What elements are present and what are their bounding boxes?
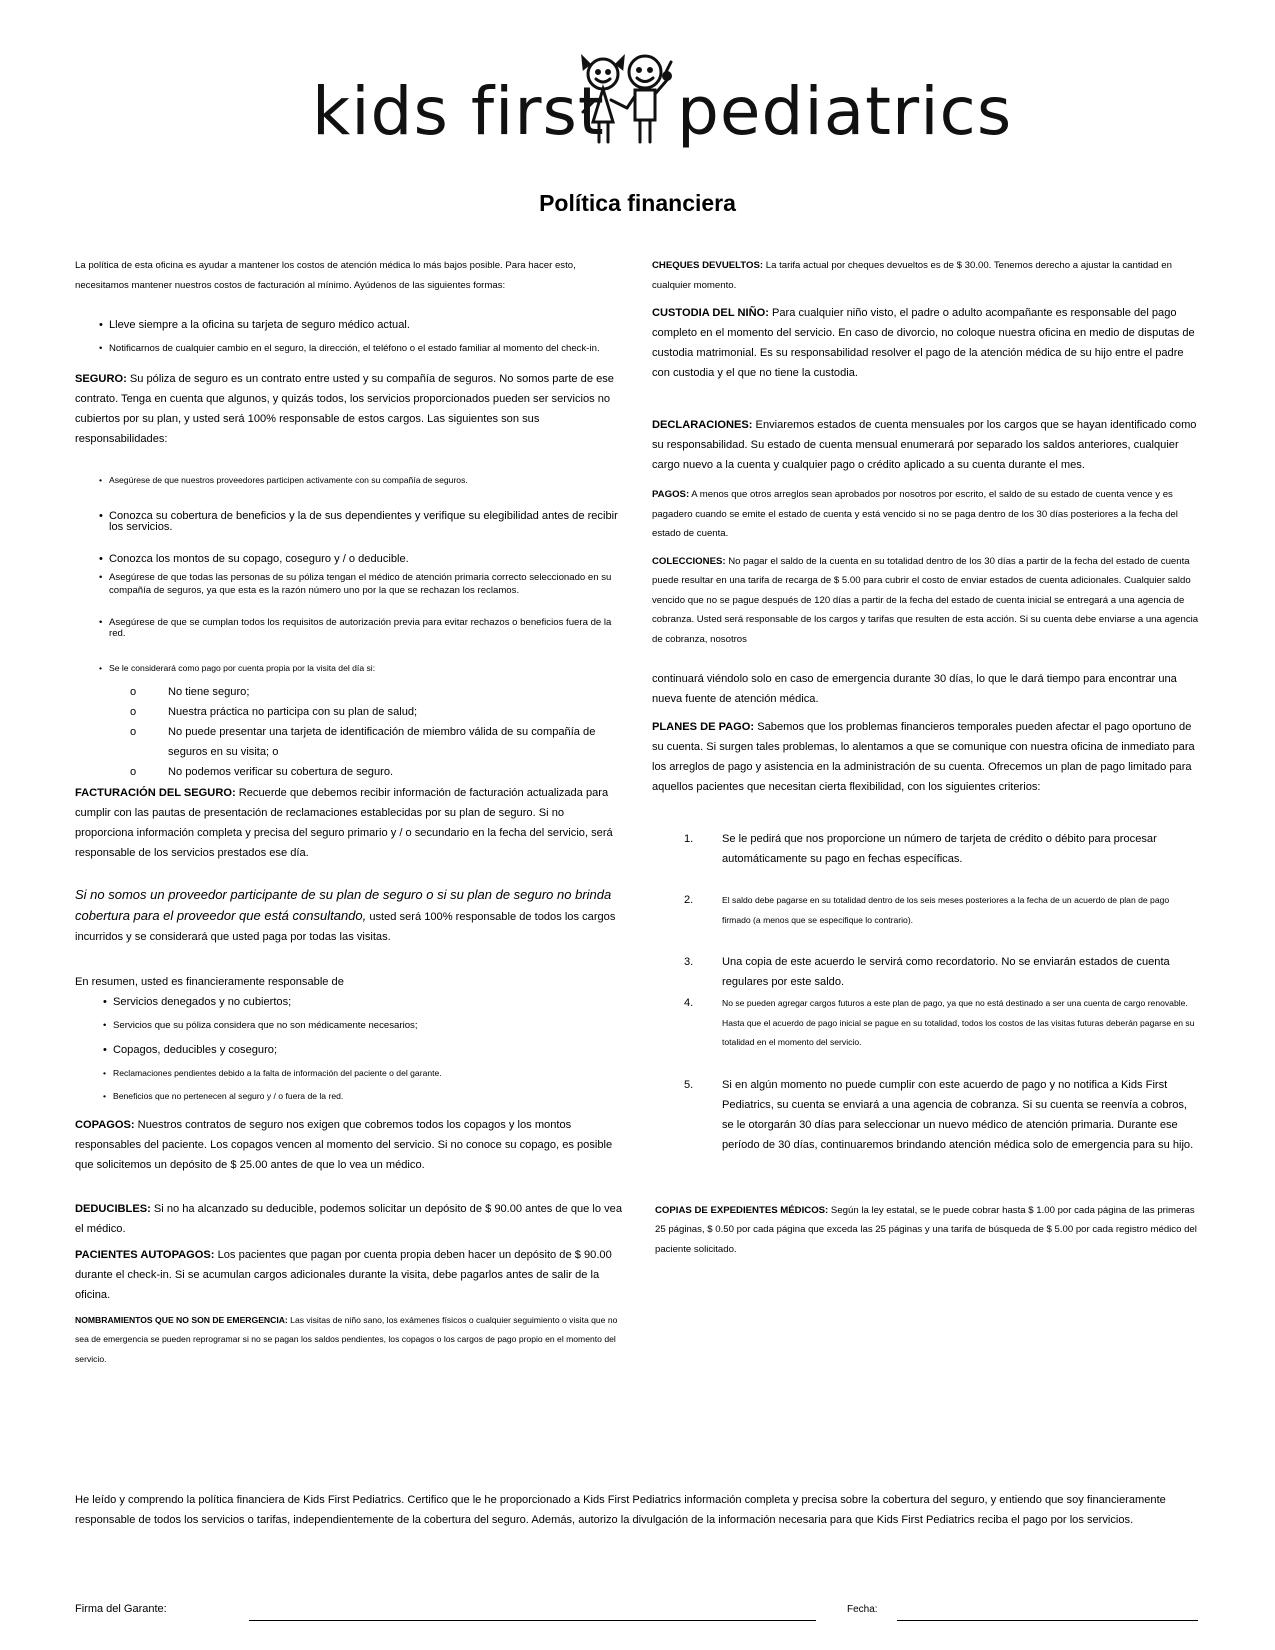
custodia-section [652,303,1200,383]
item-number: 4. [684,997,694,1009]
facturacion-section [75,783,623,863]
deducibles-section [75,1199,623,1239]
italic-notice: Si no somos un proveedor participante de su plan de seguro o si su plan de seguro no brinda cobertura para el proveedor que está consultando, [75,887,612,923]
colecciones-continued: continuará viéndolo solo en caso de emergencia durante 30 días, lo que le dará tiempo para encontrar una nueva fuente de atención médica. [652,673,1177,705]
item-text: Si en algún momento no puede cumplir con este acuerdo de pago y no notifica a Kids First Pediatrics, su cuenta se enviará a una agencia de cobranza. Si su cuenta se reenvía a cobros, se le otorgarán 30 días para seleccionar un nuevo médico de atención primaria. Durante ese período de 30 días, continuaremos brindando atención médica solo de emergencia para su hijo. [722,1078,1194,1151]
pagos-section [652,485,1200,544]
list-item: • Conozca los montos de su copago, coseguro y / o deducible. [99,549,623,569]
payment-plan-criteria-list [684,829,1200,1155]
section-text: No pagar el saldo de la cuenta en su totalidad dentro de los 30 días a partir de la fecha del estado de cuenta puede resultar en una tarifa de recarga de $ 5.00 para cubrir el costo de enviar estados de cuenta adicionales. Cualquier saldo vencido que no se pague después de 120 días a partir de la fecha del estado de cuenta inicial se entregará a una agencia de cobranza. Usted será responsable de los cargos y tarifas que resulten de esta acción. Si su cuenta debe enviarse a una agencia de cobranza, nosotros [652,555,1199,645]
list-item [684,829,1200,869]
list-item: • Notificarnos de cualquier cambio en el seguro, la dirección, el teléfono o el estado familiar al momento del check-in. [99,343,623,354]
item-text: No se pueden agregar cargos futuros a este plan de pago, ya que no está destinado a ser una cuenta de cargo renovable. Hasta que el acuerdo de pago inicial se pague en su totalidad, todos los costos de las visitas futuras deberán pagarse en su totalidad en el momento del servicio. [722,998,1195,1047]
section-text: usted será 100% responsable de todos los cargos incurridos y se considerará que usted paga por todas las visitas. [75,911,616,943]
colecciones-section [652,552,1200,650]
non-participating-section [75,885,623,947]
section-text: Los pacientes que pagan por cuenta propia deben hacer un depósito de $ 90.00 durante el check-in. Si se acumulan cargos adicionales durante la visita, debe pagarlos antes de salir de la oficina. [75,1248,612,1301]
summary-bullet-list [103,992,623,1107]
logo-kids-illustration-icon [575,52,675,152]
section-heading: COPIAS DE EXPEDIENTES MÉDICOS: [655,1204,829,1216]
logo-word-kids-first: kids first [312,73,605,150]
intro-paragraph: La política de esta oficina es ayudar a mantener los costos de atención médica lo más bajos posible. Para hacer esto, necesitamos mantener nuestros costos de facturación al mínimo. Ayúdenos de las siguientes formas: [75,260,576,291]
date-line [897,1620,1198,1621]
section-heading: NOMBRAMIENTOS QUE NO SON DE EMERGENCIA: [75,1314,288,1325]
cheques-section [652,256,1200,295]
self-pay-conditions-list [130,682,623,782]
list-item: • Asegúrese de que nuestros proveedores participen activamente con su compañía de seguros. [99,471,623,491]
item-number: 1. [684,833,694,845]
list-item [684,891,1200,930]
list-item: • Beneficios que no pertenecen al seguro y / o fuera de la red. [103,1087,623,1107]
list-item [684,1075,1200,1155]
list-item: o No podemos verificar su cobertura de seguro. [130,762,623,782]
seguro-bullet-list [99,471,623,678]
copias-section [652,1201,1200,1260]
list-item: • Se le considerará como pago por cuenta propia por la visita del día si: [99,659,623,679]
section-text: Sabemos que los problemas financieros temporales pueden afectar el pago oportuno de su cuenta. Si surgen tales problemas, lo alentamos a que se comunique con nuestra oficina de inmediato para los arreglos de pago y asistencia en la administración de su cuenta. Ofrecemos un plan de pago limitado para aquellos pacientes que necesitan cierta flexibilidad, con los siguientes criterios: [652,721,1195,793]
list-item: • Servicios denegados y no cubiertos; [103,992,623,1012]
intro-bullet-list [99,315,623,354]
seguro-section [75,369,623,449]
section-heading: CUSTODIA DEL NIÑO: [652,307,769,319]
item-number: 3. [684,956,694,968]
right-column [652,256,1200,1259]
section-text: Si no ha alcanzado su deducible, podemos solicitar un depósito de $ 90.00 antes de que lo vea el médico. [75,1202,623,1235]
copagos-section [75,1115,623,1175]
list-item: • Reclamaciones pendientes debido a la falta de información del paciente o del garante. [103,1064,623,1084]
item-text: Se le pedirá que nos proporcione un número de tarjeta de crédito o débito para procesar automáticamente su pago en fechas específicas. [722,833,1157,865]
section-heading: COPAGOS: [75,1118,135,1131]
section-text: Recuerde que debemos recibir información de facturación actualizada para cumplir con las pautas de presentación de reclamaciones establecidas por su plan de seguro. Si no proporciona información completa y precisa del seguro primario y / o secundario en la fecha del servicio, será responsable de los servicios prestados ese día. [75,787,613,859]
section-heading: FACTURACIÓN DEL SEGURO: [75,787,236,799]
item-text: Una copia de este acuerdo le servirá como recordatorio. No se enviarán estados de cuenta regulares por este saldo. [722,956,1170,988]
section-text: Para cualquier niño visto, el padre o adulto acompañante es responsable del pago completo en el momento del servicio. En caso de divorcio, no coloque nuestra oficina en medio de disputas de custodia matrimonial. Es su responsabilidad resolver el pago de la atención médica de su hijo entre el padre con custodia y el que no tiene la custodia. [652,307,1195,379]
declaraciones-section [652,415,1200,475]
section-heading: PLANES DE PAGO: [652,721,755,733]
section-text: A menos que otros arreglos sean aprobados por nosotros por escrito, el saldo de su estado de cuenta vence y es pagadero cuando se emite el estado de cuenta y está vencido si no se paga dentro de los 30 días posteriores a la fecha del estado de cuenta. [652,489,1178,539]
list-item [684,952,1200,992]
list-item: o Nuestra práctica no participa con su plan de salud; [130,702,623,722]
section-text: Nuestros contratos de seguro nos exigen que cobremos todos los copagos y los montos responsables del paciente. Los copagos vencen al momento del servicio. Si no conoce su copago, es posible que solicitemos un depósito de $ 25.00 antes de que lo vea un médico. [75,1118,613,1171]
left-column [75,256,623,1369]
list-item: • Asegúrese de que todas las personas de su póliza tengan el médico de atención primaria correcto seleccionado en su compañía de seguros, ya que esta es la razón número uno por la que se rechazan los reclamos. [99,571,623,597]
summary-intro: En resumen, usted es financieramente responsable de [75,976,344,988]
attestation-statement: He leído y comprendo la política financiera de Kids First Pediatrics. Certifico que le he proporcionado a Kids First Pediatrics información completa y precisa sobre la cobertura del seguro, y entiendo que soy financieramente responsable de todos los servicios o tarifas, independientemente de la cobertura del seguro. Además, autorizo la divulgación de la información necesaria para que Kids First Pediatrics reciba el pago por los servicios. [75,1494,1166,1526]
list-item: o No puede presentar una tarjeta de identificación de miembro válida de su compañía de seguros en su visita; o [130,722,623,762]
section-heading: CHEQUES DEVUELTOS: [652,260,764,271]
section-heading: DEDUCIBLES: [75,1202,151,1215]
section-heading: COLECCIONES: [652,555,726,567]
section-text: Enviaremos estados de cuenta mensuales por los cargos que se hayan identificado como su responsabilidad. Su estado de cuenta mensual enumerará por separado los saldos anteriores, cualquier cargo nuevo a la cuenta y cualquier pago o crédito aplicado a su cuenta durante el mes. [652,419,1197,471]
planes-section [652,717,1200,797]
list-item [684,994,1200,1053]
section-text: Según la ley estatal, se le puede cobrar hasta $ 1.00 por cada página de las primeras 25 páginas, $ 0.50 por cada página que exceda las 25 páginas y una tarifa de búsqueda de $ 5.00 por cada registro médico del paciente solicitado. [655,1204,1197,1255]
date-label: Fecha: [847,1604,878,1615]
item-text: El saldo debe pagarse en su totalidad dentro de los seis meses posteriores a la fecha de un acuerdo de plan de pago firmado (a menos que se especifique lo contrario). [722,895,1170,925]
logo-word-pediatrics: pediatrics [677,73,1013,150]
nombramientos-section [75,1311,623,1370]
section-text: Su póliza de seguro es un contrato entre usted y su compañía de seguros. No somos parte de ese contrato. Tenga en cuenta que algunos, y quizás todos, los servicios proporcionados pueden ser servicios no cubiertos por su plan, y usted será 100% responsable de estos cargos. Las siguientes son sus responsabilidades: [75,373,614,445]
section-heading: PACIENTES AUTOPAGOS: [75,1248,215,1261]
section-heading: PAGOS: [652,489,690,500]
section-heading: DECLARACIONES: [652,419,753,431]
guarantor-signature-line [249,1620,816,1621]
page-title: Política financiera [539,190,736,216]
list-item: • Conozca su cobertura de beneficios y la de sus dependientes y verifique su elegibilidad antes de recibir los servicios. [99,511,623,533]
list-item: • Copagos, deducibles y coseguro; [103,1040,623,1060]
list-item: • Asegúrese de que se cumplan todos los requisitos de autorización previa para evitar rechazos o beneficios fuera de la red. [99,617,623,639]
item-number: 2. [684,894,694,906]
section-text: Las visitas de niño sano, los exámenes físicos o cualquier seguimiento o visita que no sea de emergencia se pueden reprogramar si no se pagan los saldos pendientes, los copagos o los cargos de pago propio en el momento del servicio. [75,1314,618,1364]
list-item: o No tiene seguro; [130,682,623,702]
item-number: 5. [684,1078,694,1091]
section-heading: SEGURO: [75,373,127,385]
list-item: • Lleve siempre a la oficina su tarjeta de seguro médico actual. [99,315,623,335]
autopagos-section [75,1245,623,1305]
kids-first-pediatrics-logo [312,52,1013,152]
section-text: La tarifa actual por cheques devueltos es de $ 30.00. Tenemos derecho a ajustar la cantidad en cualquier momento. [652,260,1172,291]
guarantor-signature-label: Firma del Garante: [75,1603,167,1615]
list-item: • Servicios que su póliza considera que no son médicamente necesarios; [103,1016,623,1036]
